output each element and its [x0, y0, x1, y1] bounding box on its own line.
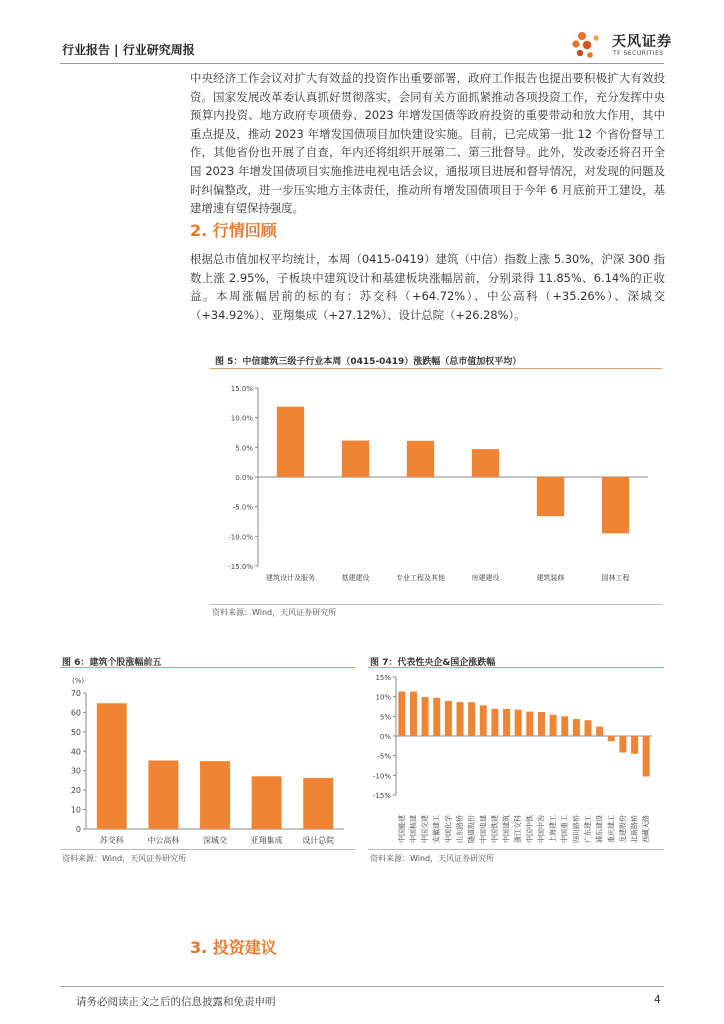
y-tick-label: -10% — [372, 772, 391, 781]
y-tick-label: 5.0% — [235, 444, 253, 453]
category-label: 房建建设 — [471, 574, 500, 582]
y-tick-label: 15.0% — [230, 385, 253, 393]
bar — [398, 692, 405, 736]
bar — [422, 697, 429, 736]
bar — [550, 715, 557, 736]
category-label: 浙江交科 — [514, 815, 523, 843]
category-label: 山东路桥 — [456, 815, 464, 843]
bar — [445, 701, 452, 736]
bar — [148, 760, 178, 829]
y-tick-label: -15.0% — [228, 563, 253, 571]
y-tick-label: 15% — [375, 674, 391, 682]
logo-dot-icon — [577, 50, 583, 56]
category-label: 亚翔集成 — [250, 836, 283, 845]
fig6-chart — [60, 669, 355, 847]
category-label: 中国重工 — [560, 815, 569, 843]
bar — [596, 727, 603, 736]
bar — [433, 698, 440, 736]
logo-dot-icon — [578, 32, 586, 40]
logo-dot-icon — [593, 35, 598, 40]
category-label: 建筑装修 — [536, 574, 565, 582]
category-label: 中国化学 — [444, 815, 453, 843]
y-tick-label: 0% — [379, 733, 391, 741]
y-tick-label: 50 — [70, 727, 81, 737]
bar — [619, 736, 626, 753]
intro-paragraph: 中央经济工作会议对扩大有效益的投资作出重要部署，政府工作报告也提出要积极扩大有效投资。国家发展改革委认真抓好贯彻落实，会同有关方面抓紧推动各项投资工作，充分发挥中央预算内投资、地方政府专项债券、2023 年增发国债等政府投资的重要带动和放大作用，其中重点提及，推动 2023 年增发国债项目加快建设实施。目前，已完成第一批 12 个省份督导工作，其他省份也开展了自查，年内还将组织开展第二、第三批督导。此外，发改委还将召开全国 2023 年增发国债项目实施推进电视电话会议，通报项目进展和督导情况，对发现的问题及时纠偏整改，进一步压实地方主体责任，推动所有增发国债项目于今年 6 月底前开工建设，基建增速有望保持强度。 — [190, 71, 665, 216]
category-label: 北新路桥 — [630, 815, 639, 843]
category-label: 中国电建 — [479, 815, 488, 843]
bar — [573, 719, 580, 736]
y-tick-label: -10.0% — [228, 533, 253, 542]
bar — [631, 736, 638, 754]
fig5-source: 资料来源：Wind，天风证券研究所 — [212, 608, 337, 617]
bar — [303, 778, 333, 829]
bar — [585, 720, 592, 736]
logo-name: 天风证券 — [612, 34, 672, 50]
category-label: 上海建工 — [549, 815, 558, 843]
category-label: 中公高科 — [147, 836, 180, 845]
category-label: 中国核建 — [409, 815, 418, 843]
category-label: 龙建股份 — [618, 815, 627, 843]
y-tick-label: 20 — [70, 786, 81, 796]
bar — [200, 761, 230, 829]
bar — [537, 477, 564, 516]
fig6-source: 资料来源：Wind，天风证券研究所 — [62, 854, 187, 863]
fig6-title: 图 6：建筑个股涨幅前五 — [62, 658, 162, 668]
category-label: 苏交科 — [99, 836, 124, 845]
bar — [468, 702, 475, 736]
section-3-title: 3. 投资建议 — [190, 938, 277, 957]
bar — [491, 709, 498, 736]
y-unit-label: (%) — [72, 677, 85, 685]
y-tick-label: 0 — [75, 825, 81, 834]
logo-dot-icon — [583, 41, 591, 49]
bar — [602, 477, 629, 533]
fig5-chart — [210, 370, 662, 602]
category-label: 四川路桥 — [572, 815, 581, 843]
y-tick-label: 60 — [70, 708, 81, 718]
logo-dot-icon — [572, 40, 579, 47]
category-label: 专业工程及其他 — [396, 574, 445, 582]
bar — [538, 712, 545, 736]
category-label: 中国中冶 — [537, 815, 546, 843]
category-label: 园林工程 — [601, 574, 630, 582]
bar — [457, 702, 464, 736]
logo-dot-icon — [587, 52, 593, 58]
bar — [561, 716, 568, 736]
category-label: 隧道股份 — [467, 815, 476, 843]
footer-divider — [60, 986, 664, 987]
category-label: 西藏天路 — [642, 815, 651, 843]
category-label: 中国中铁 — [525, 815, 534, 843]
report-type-label: 行业报告 | 行业研究周报 — [62, 43, 195, 57]
bar — [277, 407, 304, 477]
bar — [472, 449, 499, 477]
fig7-chart — [368, 669, 664, 847]
y-tick-label: 5% — [379, 713, 391, 722]
disclaimer-text: 请务必阅读正文之后的信息披露和免责申明 — [76, 996, 276, 1008]
category-label: 广东建工 — [584, 815, 592, 843]
category-label: 建筑设计及服务 — [266, 574, 315, 582]
bar — [515, 710, 522, 736]
bar — [503, 709, 510, 736]
category-label: 中国铁建 — [490, 815, 499, 843]
category-label: 中国建筑 — [502, 815, 511, 843]
y-tick-label: 40 — [70, 747, 81, 757]
category-label: 基建建设 — [341, 574, 370, 582]
bar — [526, 712, 533, 736]
section-2-paragraph: 根据总市值加权平均统计，本周（0415-0419）建筑（中信）指数上涨 5.30%，沪深 300 指数上涨 2.95%，子板块中建筑设计和基建板块涨幅居前，分别录得 11.85%、6.14%的正收益。本周涨幅居前的标的有：苏交科（+64.72%）、中公高科（+35.26%）、深城交（+34.92%）、亚翔集成（+27.12%）、设计总院（+26.28%）。 — [190, 252, 665, 322]
y-tick-label: -5.0% — [232, 503, 253, 512]
fig7-source: 资料来源：Wind，天风证券研究所 — [370, 854, 495, 863]
bar — [643, 736, 650, 777]
category-label: 中国交建 — [421, 815, 430, 843]
y-tick-label: 30 — [70, 766, 81, 776]
category-label: 深城交 — [203, 836, 227, 845]
fig5-title: 图 5：中信建筑三级子行业本周（0415-0419）涨跌幅（总市值加权平均） — [215, 357, 522, 367]
bar — [410, 692, 417, 736]
y-tick-label: 10 — [70, 805, 81, 815]
category-label: 重庆建工 — [607, 815, 616, 843]
page-number: 4 — [654, 994, 661, 1006]
bar — [480, 705, 487, 736]
fig7-title: 图 7：代表性央企&国企涨跌幅 — [370, 658, 496, 668]
y-tick-label: 10% — [375, 693, 391, 702]
bar — [407, 441, 434, 477]
bar — [342, 441, 369, 477]
y-tick-label: -5% — [377, 752, 391, 761]
bar — [608, 736, 615, 741]
y-tick-label: -15% — [372, 792, 391, 800]
bar — [97, 703, 127, 829]
section-2-title: 2. 行情回顾 — [190, 221, 277, 240]
y-tick-label: 10.0% — [230, 414, 253, 423]
category-label: 浦东建设 — [595, 815, 604, 843]
y-tick-label: 70 — [70, 689, 81, 698]
category-label: 安徽建工 — [432, 815, 441, 843]
y-tick-label: 0.0% — [235, 474, 253, 482]
header-divider — [60, 63, 664, 64]
logo-sub: TF SECURITIES — [613, 50, 664, 57]
category-label: 设计总院 — [302, 836, 335, 845]
category-label: 中国能建 — [397, 815, 406, 843]
bar — [252, 776, 282, 829]
